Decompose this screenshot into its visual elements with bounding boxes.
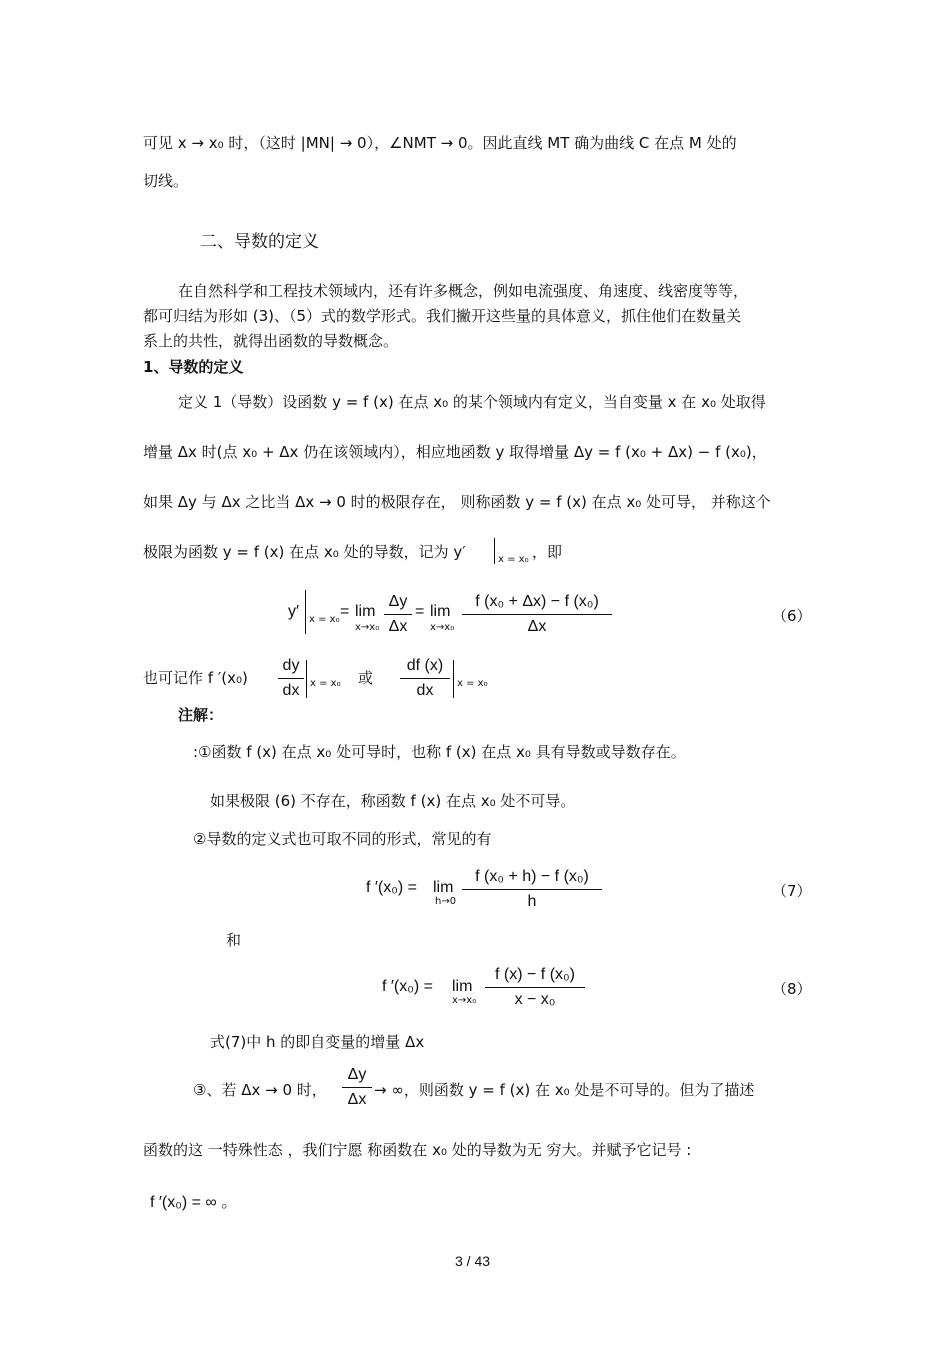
note3-fraction [342, 1064, 372, 1111]
eq6-number: （6） [772, 607, 812, 625]
eq8-lhs: f ′(x₀) = [382, 978, 433, 995]
note-3a: ③、若 Δx → 0 时， [193, 1081, 327, 1099]
eq6-lim-2-sub: x→x₀ [430, 622, 455, 633]
and-text: 和 [226, 931, 242, 949]
alt-f2-den: dx [416, 682, 434, 699]
eq6-frac2-bar [462, 614, 612, 615]
eq6-equals-1: = [340, 603, 350, 620]
eq7-fraction [462, 866, 602, 913]
alt-fraction-df-dx [400, 655, 450, 702]
eq6-fraction-1 [384, 591, 412, 638]
eq6-frac1-bar [384, 614, 412, 615]
eq6-equals-2: = [415, 603, 425, 620]
eq6-frac2-den: Δx [527, 618, 547, 635]
paragraph-line-1: 在自然科学和工程技术领域内，还有许多概念，例如电流强度、角速度、线密度等等， [178, 282, 749, 300]
eval-subscript: x = x₀ [498, 554, 529, 565]
eq8-lim-sub: x→x₀ [452, 995, 477, 1006]
eq6-eval-bar [305, 590, 306, 634]
note-1: :①函数 f (x) 在点 x₀ 处可导时，也称 f (x) 在点 x₀ 具有导数或导数存在。 [193, 743, 686, 761]
note-3d: f ′(x₀) = ∞ 。 [150, 1194, 238, 1211]
eq8-num: f (x) − f (x₀) [495, 966, 575, 983]
note-3c: 函数的这 一特殊性态 ，我们宁愿 称函数在 x₀ 处的导数为无 穷大。并赋予它记号 : [143, 1141, 692, 1159]
eq6-frac1-den: Δx [388, 618, 408, 635]
eq7-lhs: f ′(x₀) = [366, 879, 417, 896]
alt-eval-bar-2 [453, 660, 454, 698]
paragraph-line-2: 都可归结为形如 (3)、（5）式的数学形式。我们撇开这些量的具体意义，抓住他们在数量关 [143, 307, 742, 325]
definition-line-3: 如果 Δy 与 Δx 之比当 Δx → 0 时的极限存在， 则称函数 y = f (x) 在点 x₀ 处可导， 并称这个 [143, 493, 771, 511]
eq6-lim: lim [355, 603, 376, 620]
note3-num: Δy [347, 1066, 367, 1083]
eq8-den: x − x₀ [514, 991, 556, 1008]
text-line-1: 可见 x → x₀ 时，（这时 |MN| → 0），∠NMT → 0。因此直线 MT 确为曲线 C 在点 M 处的 [143, 134, 737, 152]
alt-eval-point-1: x = x₀ [310, 678, 341, 689]
alt-eval-bar-1 [306, 660, 307, 698]
section-title: 二、导数的定义 [200, 232, 319, 252]
eq8-bar [485, 987, 585, 988]
eq6-lim-sub: x→x₀ [355, 622, 380, 633]
alt-fraction-dy-dx [278, 655, 304, 702]
eq7-lim-sub: h→0 [435, 896, 457, 907]
text-line-2: 切线。 [143, 172, 189, 190]
note-3b: → ∞，则函数 y = f (x) 在 x₀ 处是不可导的。但为了描述 [374, 1081, 755, 1099]
alt-or: 或 [358, 669, 374, 687]
alt-eval-point-2: x = x₀ [457, 678, 488, 689]
alt-f1-den: dx [282, 682, 300, 699]
eq7-den: h [527, 893, 537, 910]
note-title: 注解： [178, 706, 224, 724]
alt-f1-bar [278, 678, 304, 679]
eq6-eval-point: x = x₀ [309, 614, 340, 625]
alt-notation-prefix: 也可记作 f ′(x₀) [143, 669, 248, 687]
definition-line-4: 极限为函数 y = f (x) 在点 x₀ 处的导数，记为 y′ [143, 543, 466, 561]
alt-f1-num: dy [282, 657, 300, 674]
eq8-fraction [485, 964, 585, 1011]
eq7-bar [462, 889, 602, 890]
page-number: 3 / 43 [455, 1253, 491, 1269]
note3-den: Δx [347, 1091, 367, 1108]
definition-line-2: 增量 Δx 时(点 x₀ + Δx 仍在该领域内），相应地函数 y 取得增量 Δy = f (x₀ + Δx) − f (x₀)， [143, 443, 767, 461]
paragraph-line-3: 系上的共性，就得出函数的导数概念。 [143, 332, 399, 350]
eq6-frac2-num: f (x₀ + Δx) − f (x₀) [475, 593, 599, 610]
note-2: ②导数的定义式也可取不同的形式，常见的有 [193, 830, 492, 848]
eq7-num: f (x₀ + h) − f (x₀) [475, 868, 589, 885]
subsection-title: 1、导数的定义 [143, 358, 244, 376]
eq7-number: （7） [772, 882, 812, 900]
note-1b: 如果极限 (6) 不存在，称函数 f (x) 在点 x₀ 处不可导。 [210, 792, 576, 810]
eq6-lhs: y′ [288, 603, 299, 620]
definition-line-1: 定义 1（导数）设函数 y = f (x) 在点 x₀ 的某个领域内有定义，当自变量 x 在 x₀ 处取得 [178, 393, 766, 411]
eval-bar [494, 538, 495, 564]
eq7-lim: lim [433, 879, 454, 896]
eq8-lim: lim [452, 978, 473, 995]
note3-bar [342, 1087, 372, 1088]
eq6-frac1-num: Δy [388, 593, 408, 610]
note-h: 式(7)中 h 的即自变量的增量 Δx [210, 1033, 425, 1051]
alt-f2-bar [400, 678, 450, 679]
alt-f2-num: df (x) [406, 657, 444, 674]
eq8-number: （8） [772, 980, 812, 998]
definition-line-4-tail: ，即 [532, 543, 563, 561]
eq6-lim-2: lim [430, 603, 451, 620]
eq6-fraction-2 [462, 591, 612, 638]
